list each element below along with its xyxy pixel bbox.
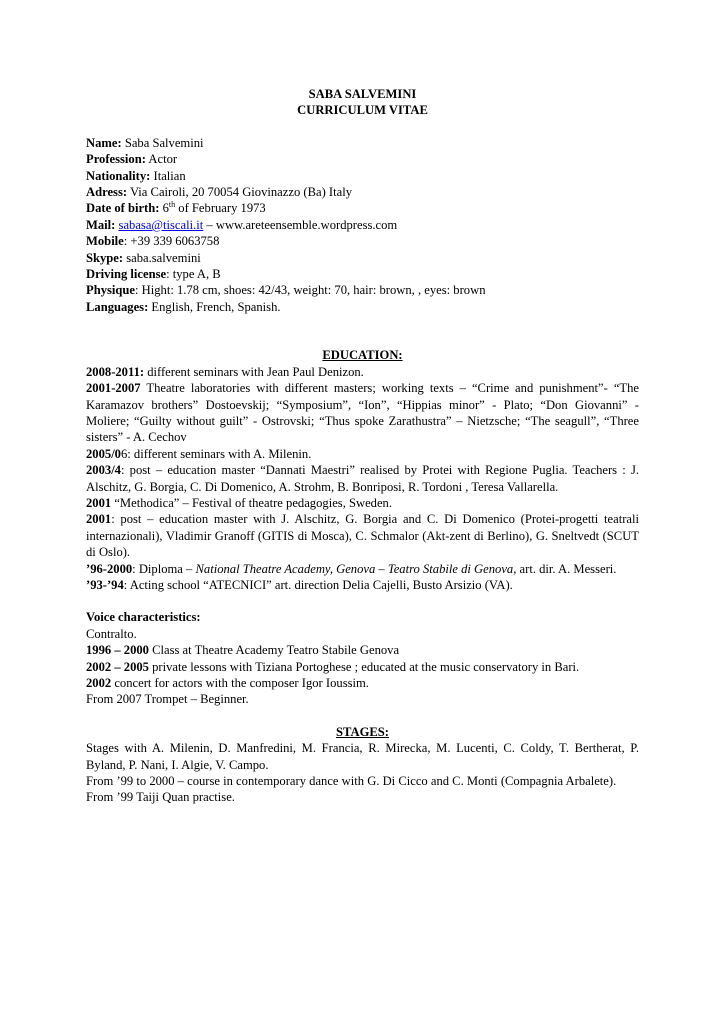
cv-doc-title: CURRICULUM VITAE [297, 103, 428, 118]
physique-field: Physique: Hight: 1.78 cm, shoes: 42/43, weight: 70, hair: brown, , eyes: brown [86, 283, 486, 298]
stages-paragraph: From ’99 Taiji Quan practise. [86, 790, 235, 805]
name-field: Name: Saba Salvemini [86, 135, 204, 150]
stages-paragraph: From ’99 to 2000 – course in contemporary dance with G. Di Cicco and C. Monti (Compagnia Arbalete). [86, 774, 617, 789]
profession-field: Profession: Actor [86, 152, 178, 167]
voice-entry: 1996 – 2000 Class at Theatre Academy Teatro Stabile Genova [86, 643, 400, 658]
email-link[interactable]: sabasa@tiscali.it [118, 217, 204, 232]
voice-entry: 2002 – 2005 private lessons with Tiziana Portoghese ; educated at the music conservatory in Bari. [86, 659, 580, 674]
stages-section [86, 740, 639, 806]
education-list [86, 364, 639, 594]
skype-field: Skype: saba.salvemini [86, 250, 201, 265]
license-field: Driving license: type A, B [86, 267, 221, 282]
voice-entry: 2002 concert for actors with the composer Igor Ioussim. [86, 676, 369, 690]
dob-field: Date of birth: 6th of February 1973 [86, 200, 266, 216]
cv-name-title: SABA SALVEMINI [308, 87, 417, 101]
education-entry: 2008-2011: different seminars with Jean Paul Denizon. [86, 364, 364, 379]
languages-field: Languages: English, French, Spanish. [86, 299, 281, 314]
stages-paragraph: Stages with A. Milenin, D. Manfredini, M. Francia, R. Mirecka, M. Lucenti, C. Coldy, T. Bertherat, P. Byland, P. Nani, I. Algie, V. Campo. [86, 741, 639, 772]
education-entry: 2001-2007 Theatre laboratories with different masters; working texts – “Crime and punishment”- “The Karamazov brothers” Dostoevskij; “Symposium”, “Ion”, “Hippias minor” - Plato; “Don Giovanni” - Moliere; “Guilty without guilt” - Ostrovski; “Thus spoke Zarathustra” – Nietzsche; “The seagull”, “Three sisters” - A. Cechov [86, 381, 639, 445]
nationality-field: Nationality: Italian [86, 168, 186, 183]
education-entry: ’96-2000: Diploma – National Theatre Academy, Genova – Teatro Stabile di Genova, art. dir. A. Messeri. [86, 561, 617, 576]
voice-section [86, 609, 639, 707]
voice-line: Contralto. [86, 626, 137, 641]
education-entry: 2001: post – education master with J. Alschitz, G. Borgia and C. Di Domenico (Protei-progetti teatrali internazionali), Vladimir Granoff (GITIS di Mosca), C. Schmalor (Akt-zent di Berlino), G. Sneltvedt (SCUT di Oslo). [86, 512, 639, 560]
address-field: Adress: Via Cairoli, 20 70054 Giovinazzo (Ba) Italy [86, 185, 352, 200]
education-entry: 2001 “Methodica” – Festival of theatre pedagogies, Sweden. [86, 495, 393, 510]
education-entry: ’93-’94: Acting school “ATECNICI” art. direction Delia Cajelli, Busto Arsizio (VA). [86, 577, 513, 592]
education-entry: 2005/06: different seminars with A. Milenin. [86, 446, 312, 461]
education-heading: EDUCATION: [322, 348, 403, 363]
mobile-field: Mobile: +39 339 6063758 [86, 234, 220, 249]
voice-heading: Voice characteristics: [86, 610, 201, 625]
mail-field: Mail: sabasa@tiscali.it – www.areteensemble.wordpress.com [86, 217, 398, 232]
education-entry: 2003/4: post – education master “Dannati Maestri” realised by Protei with Regione Puglia. Teachers : J. Alschitz, G. Borgia, C. Di Domenico, A. Strohm, B. Bonriposi, R. Tordoni , Teresa Vallarella. [86, 463, 639, 494]
personal-info [86, 135, 639, 315]
voice-line: From 2007 Trompet – Beginner. [86, 692, 249, 707]
stages-heading: STAGES: [336, 724, 389, 739]
